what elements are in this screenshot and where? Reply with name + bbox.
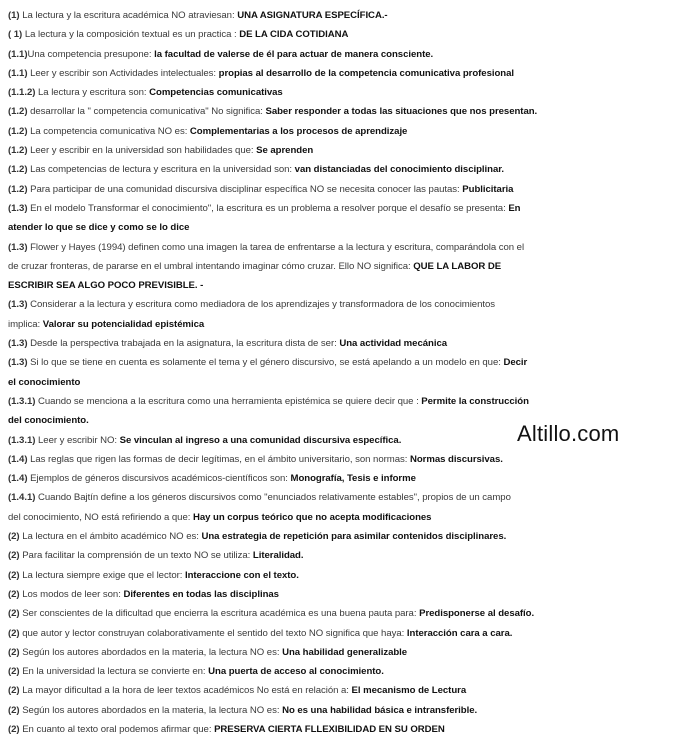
answer-text: propias al desarrollo de la competencia comunicativa profesional (218, 67, 515, 79)
answer-text: ESCRIBIR SEA ALGO POCO PREVISIBLE. - (8, 280, 204, 292)
question-text: La lectura y la escritura académica NO atraviesan: (19, 10, 238, 21)
question-number: (1.3) (8, 241, 28, 253)
question-number: ( 1) (8, 29, 23, 41)
question-line (8, 122, 692, 141)
watermark-text: Altillo.com (517, 421, 620, 446)
answer-text: El mecanismo de Lectura (351, 685, 467, 697)
question-number: (2) (8, 723, 20, 735)
answer-text: QUE LA LABOR DE (413, 260, 502, 272)
question-text: La mayor dificultad a la hora de leer textos académicos No está en relación a: (19, 685, 352, 697)
question-text: Según los autores abordados en la materia, la lectura NO es: (19, 704, 283, 716)
question-number: (1.3) (8, 299, 28, 311)
question-number: (1.1.2) (8, 87, 36, 99)
question-text: desarrollar la " competencia comunicativa" No significa: (27, 106, 266, 118)
question-number: (1.2) (8, 183, 28, 195)
question-number: (2) (8, 531, 20, 543)
question-number: (2) (8, 588, 20, 600)
question-line (8, 295, 692, 314)
answer-text: van distanciadas del conocimiento disciplinar. (294, 164, 505, 176)
answer-text: Decir (503, 357, 528, 369)
question-line (8, 392, 692, 411)
answer-text: Hay un corpus teórico que no acepta modificaciones (192, 511, 432, 523)
question-line (8, 681, 692, 700)
question-text: La lectura siempre exige que el lector: (19, 569, 185, 581)
question-text: Desde la perspectiva trabajada en la asignatura, la escritura dista de ser: (27, 338, 340, 350)
question-number: (1.3) (8, 338, 28, 350)
question-number: (1.2) (8, 164, 28, 176)
question-number: (1.2) (8, 106, 28, 118)
question-line (8, 199, 692, 218)
question-line (8, 276, 692, 295)
answer-text: Diferentes en todas las disciplinas (123, 588, 279, 600)
question-line (8, 469, 692, 488)
answer-text: Se vinculan al ingreso a una comunidad discursiva específica. (119, 434, 402, 446)
answer-text: Interaccione con el texto. (184, 569, 299, 581)
answer-text: Una estrategia de repetición para asimilar contenidos disciplinares. (201, 531, 507, 543)
question-text: En cuanto al texto oral podemos afirmar que: (19, 723, 215, 735)
question-line (8, 64, 692, 83)
answer-text: Competencias comunicativas (149, 87, 283, 99)
question-line (8, 720, 692, 739)
question-text: Para participar de una comunidad discursiva disciplinar específica NO se necesita conocer las pautas: (27, 183, 463, 195)
question-line (8, 604, 692, 623)
question-text: Leer y escribir son Actividades intelectuales: (27, 67, 219, 79)
question-line (8, 662, 692, 681)
question-line (8, 488, 692, 507)
question-line (8, 45, 692, 64)
question-line (8, 218, 692, 237)
question-number: (2) (8, 704, 20, 716)
question-line (8, 643, 692, 662)
question-number: (2) (8, 646, 20, 658)
question-number: (1.2) (8, 145, 28, 157)
answer-text: En (508, 202, 521, 214)
question-text: La lectura y escritura son: (35, 87, 150, 99)
answer-text: Se aprenden (256, 145, 314, 157)
question-number: (1.3.1) (8, 395, 36, 407)
question-line (8, 373, 692, 392)
question-number: (1.4.1) (8, 492, 36, 504)
question-number: (2) (8, 666, 20, 678)
question-text: Según los autores abordados en la materia, la lectura NO es: (19, 646, 283, 658)
question-text: La lectura y la composición textual es un practica : (22, 29, 240, 41)
question-line (8, 701, 692, 720)
question-number: (1.4) (8, 453, 28, 465)
question-text: La lectura en el ámbito académico NO es: (19, 531, 202, 543)
question-number: (2) (8, 685, 20, 697)
question-text: Las competencias de lectura y escritura en la universidad son: (27, 164, 295, 176)
answer-text: atender lo que se dice y como se lo dice (8, 222, 190, 234)
question-number: (1.4) (8, 473, 28, 485)
question-line (8, 527, 692, 546)
question-line (8, 6, 692, 25)
answer-text: Publicitaria (462, 183, 514, 195)
answer-text: Saber responder a todas las situaciones que nos presentan. (265, 106, 538, 118)
question-text: implica: (8, 318, 43, 330)
question-text: Considerar a la lectura y escritura como mediadora de los aprendizajes y transformadora de los conocimientos (27, 299, 496, 311)
answer-text: PRESERVA CIERTA FLLEXIBILIDAD EN SU ORDEN (214, 723, 445, 735)
question-line (8, 624, 692, 643)
question-text: Cuando se menciona a la escritura como una herramienta epistémica se quiere decir que : (35, 395, 422, 407)
question-line (8, 25, 692, 44)
answer-text: Literalidad. (252, 550, 304, 562)
question-number: (1.1) (8, 67, 28, 79)
question-number: (1.1) (8, 48, 28, 60)
question-line (8, 334, 692, 353)
question-text: Ejemplos de géneros discursivos académicos-científicos son: (27, 473, 291, 485)
question-line (8, 315, 692, 334)
question-number: (1) (8, 10, 20, 21)
question-line (8, 353, 692, 372)
question-text: que autor y lector construyan colaborativamente el sentido del texto NO significa que haya: (19, 627, 407, 639)
question-line (8, 180, 692, 199)
answer-text: Complementarias a los procesos de aprendizaje (189, 125, 408, 137)
question-text: Para facilitar la comprensión de un texto NO se utiliza: (19, 550, 253, 562)
answer-text: Predisponerse al desafío. (419, 608, 535, 620)
answer-text: Monografía, Tesis e informe (290, 473, 416, 485)
question-text: Una competencia presupone: (27, 48, 155, 60)
question-text: de cruzar fronteras, de pararse en el umbral intentando imaginar cómo cruzar. Ello NO significa: (8, 260, 414, 272)
question-text: Ser conscientes de la dificultad que encierra la escritura académica es una buena pauta para: (19, 608, 420, 620)
question-text: del conocimiento, NO está refiriendo a que: (8, 511, 193, 523)
question-number: (2) (8, 550, 20, 562)
answer-text: UNA ASIGNATURA ESPECÍFICA.- (237, 10, 388, 21)
question-line (8, 546, 692, 565)
question-line (8, 83, 692, 102)
answer-text: la facultad de valerse de él para actuar de manera consciente. (154, 48, 434, 60)
answer-text: Valorar su potencialidad epistémica (42, 318, 205, 330)
question-line (8, 141, 692, 160)
question-line (8, 585, 692, 604)
answer-text: No es una habilidad básica e intransferible. (282, 704, 478, 716)
question-number: (1.3) (8, 357, 28, 369)
question-number: (1.2) (8, 125, 28, 137)
question-line (8, 160, 692, 179)
question-line (8, 102, 692, 121)
question-text: En el modelo Transformar el conocimiento", la escritura es un problema a resolver porque el desafío se presenta: (27, 202, 509, 214)
question-text: Leer y escribir en la universidad son habilidades que: (27, 145, 257, 157)
answer-text: Interacción cara a cara. (406, 627, 513, 639)
question-text: Las reglas que rigen las formas de decir legítimas, en el ámbito universitario, son normas: (27, 453, 410, 465)
question-number: (2) (8, 569, 20, 581)
question-text: Cuando Bajtín define a los géneros discursivos como "enunciados relativamente estables", propios de un campo (35, 492, 511, 504)
answer-text: Una actividad mecánica (339, 338, 448, 350)
question-text: Los modos de leer son: (19, 588, 124, 600)
question-text: La competencia comunicativa NO es: (27, 125, 190, 137)
question-text: Flower y Hayes (1994) definen como una imagen la tarea de enfrentarse a la lectura y escritura, comparándola con el (27, 241, 525, 253)
answer-text: el conocimiento (8, 376, 81, 388)
question-text: En la universidad la lectura se convierte en: (19, 666, 209, 678)
answer-text: DE LA CIDA COTIDIANA (239, 29, 349, 41)
question-line (8, 508, 692, 527)
question-line (8, 450, 692, 469)
answer-text: Permite la construcción (421, 395, 529, 407)
answer-text: Una habilidad generalizable (282, 646, 408, 658)
question-number: (2) (8, 608, 20, 620)
answer-text: del conocimiento. (8, 415, 89, 427)
question-text: Si lo que se tiene en cuenta es solamente el tema y el género discursivo, se está apelando a un modelo en que: (27, 357, 504, 369)
question-text: Leer y escribir NO: (35, 434, 120, 446)
question-number: (1.3.1) (8, 434, 36, 446)
answer-text: Normas discursivas. (409, 453, 503, 465)
question-line (8, 566, 692, 585)
answer-text: Una puerta de acceso al conocimiento. (208, 666, 384, 678)
question-number: (1.3) (8, 202, 28, 214)
document-body (8, 6, 692, 739)
question-number: (2) (8, 627, 20, 639)
question-line (8, 238, 692, 257)
question-line (8, 257, 692, 276)
